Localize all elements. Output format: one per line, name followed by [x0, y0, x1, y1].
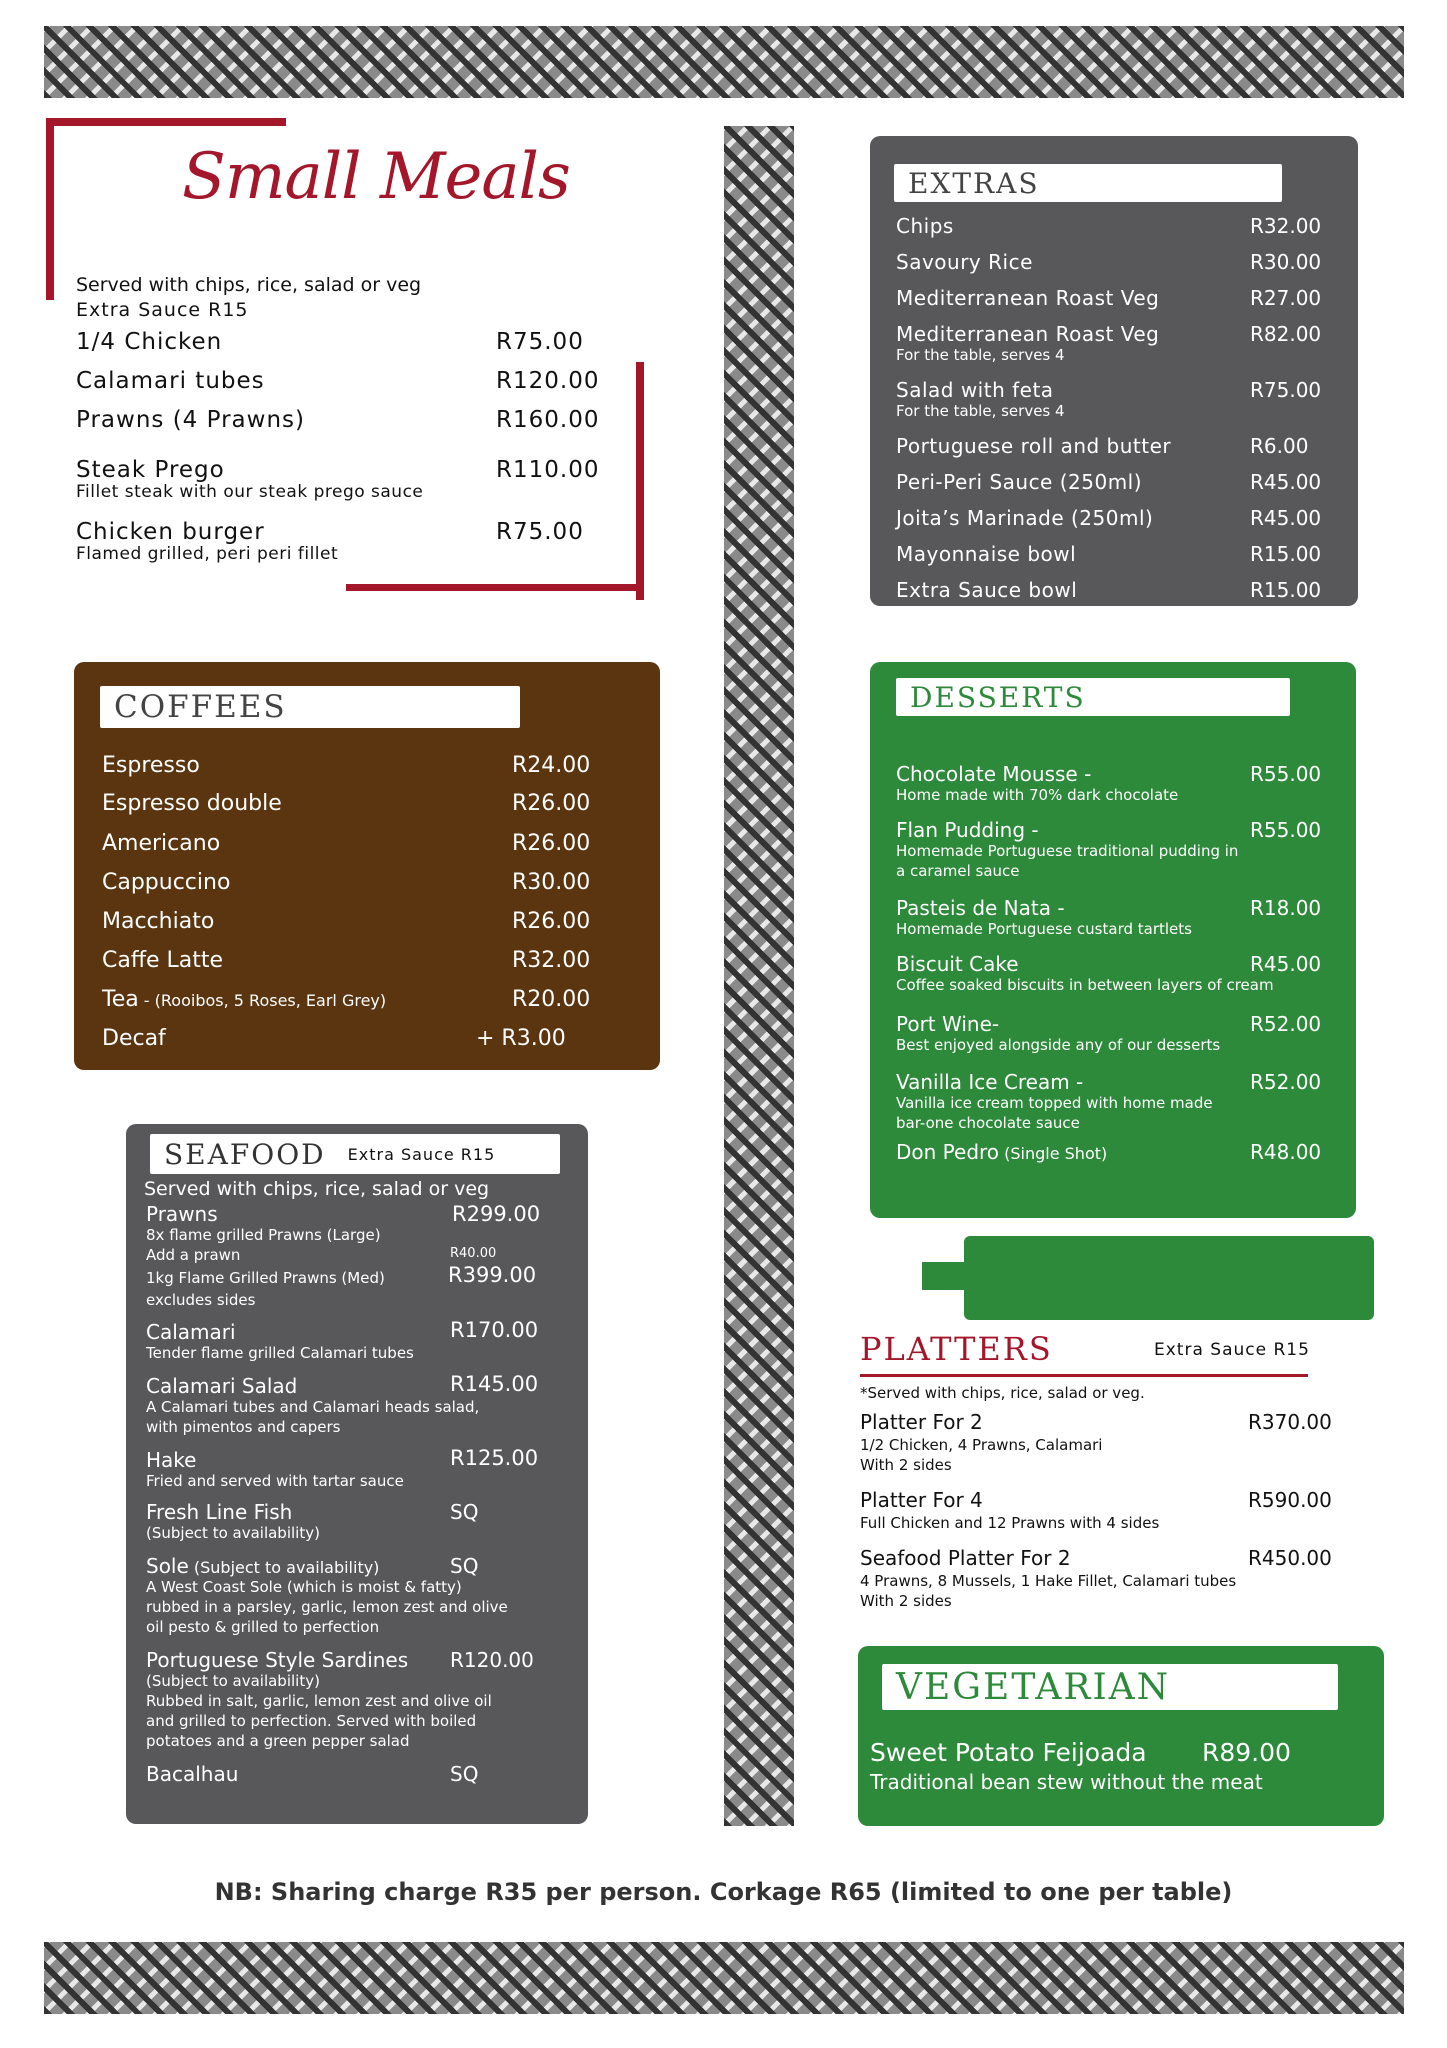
item-name: Cappuccino — [102, 870, 231, 895]
desserts-panel — [870, 662, 1356, 1218]
item-description: rubbed in a parsley, garlic, lemon zest and olive — [146, 1598, 508, 1616]
item-name: Savoury Rice — [896, 250, 1033, 274]
item-price: R32.00 — [1250, 214, 1322, 238]
item-price: R15.00 — [1250, 542, 1322, 566]
item-price: R45.00 — [1250, 506, 1322, 530]
desserts-header: DESSERTS — [896, 678, 1290, 716]
bottom-pattern-border — [44, 1942, 1404, 2014]
item-name: Platter For 4 — [860, 1488, 983, 1512]
platters-extra-sauce: Extra Sauce R15 — [1154, 1340, 1310, 1360]
item-description: Coffee soaked biscuits in between layers of cream — [896, 976, 1274, 994]
item-price: R75.00 — [1250, 378, 1322, 402]
item-name: 1/4 Chicken — [76, 329, 223, 355]
item-description: (Subject to availability) — [146, 1524, 320, 1542]
item-description: A West Coast Sole (which is moist & fatty) — [146, 1578, 462, 1596]
item-description: Home made with 70% dark chocolate — [896, 786, 1179, 804]
item-price: R26.00 — [512, 791, 591, 816]
item-description: For the table, serves 4 — [896, 346, 1065, 364]
platters-underline — [860, 1374, 1308, 1377]
item-name: Sole — [146, 1554, 189, 1578]
item-name: Calamari Salad — [146, 1374, 298, 1398]
item-price: R26.00 — [512, 831, 591, 856]
item-name: Tea — [102, 987, 139, 1012]
item-price: R145.00 — [450, 1372, 539, 1396]
small-meals-title: Small Meals — [182, 140, 570, 214]
item-price: R6.00 — [1250, 434, 1309, 458]
item-price: R75.00 — [496, 519, 584, 545]
item-description: Traditional bean stew without the meat — [870, 1770, 1263, 1794]
item-name: Biscuit Cake — [896, 952, 1019, 976]
footer-note: NB: Sharing charge R35 per person. Corkage R65 (limited to one per table) — [214, 1878, 1233, 1906]
item-description: excludes sides — [146, 1291, 256, 1309]
item-name: Americano — [102, 831, 221, 856]
item-price: R299.00 — [452, 1202, 541, 1226]
item-description: oil pesto & grilled to perfection — [146, 1618, 380, 1636]
item-price: R160.00 — [496, 407, 600, 433]
item-name: Portuguese Style Sardines — [146, 1648, 409, 1672]
item-name: Extra Sauce bowl — [896, 578, 1078, 602]
item-name: Steak Prego — [76, 457, 225, 483]
item-note: (Single Shot) — [999, 1144, 1108, 1163]
item-price: R75.00 — [496, 329, 584, 355]
coffees-panel — [74, 662, 660, 1070]
item-price: R370.00 — [1248, 1410, 1332, 1434]
item-name: Calamari tubes — [76, 368, 265, 394]
item-name-group — [896, 1140, 1107, 1164]
seafood-extra-sauce: Extra Sauce R15 — [347, 1144, 496, 1164]
item-name: Pasteis de Nata - — [896, 896, 1065, 920]
item-add-price: R40.00 — [450, 1246, 497, 1261]
item-name: Don Pedro — [896, 1140, 1000, 1164]
item-description: bar-one chocolate sauce — [896, 1114, 1080, 1132]
item-name: Chicken burger — [76, 519, 265, 545]
item-price: R30.00 — [512, 870, 591, 895]
extras-header: EXTRAS — [894, 164, 1282, 202]
item-name: Prawns (4 Prawns) — [76, 407, 305, 433]
item-name: Caffe Latte — [102, 948, 224, 973]
item-name-group — [146, 1554, 379, 1578]
item-price: R170.00 — [450, 1318, 539, 1342]
item-price: + R3.00 — [476, 1026, 566, 1051]
item-description: Homemade Portuguese custard tartlets — [896, 920, 1192, 938]
red-frame-top — [46, 118, 286, 126]
item-price: R24.00 — [512, 753, 591, 778]
item-description: potatoes and a green pepper salad — [146, 1732, 410, 1750]
item-note: (Subject to availability) — [188, 1558, 380, 1577]
item-name: Portuguese roll and butter — [896, 434, 1172, 458]
item-description: 4 Prawns, 8 Mussels, 1 Hake Fillet, Calamari tubes — [860, 1572, 1237, 1590]
item-description: 8x flame grilled Prawns (Large) — [146, 1226, 381, 1244]
item-name-group — [102, 988, 386, 1013]
item-name: Decaf — [102, 1026, 166, 1051]
item-description: Add a prawn — [146, 1246, 241, 1264]
item-price: R52.00 — [1250, 1070, 1322, 1094]
item-description: Full Chicken and 12 Prawns with 4 sides — [860, 1514, 1160, 1532]
item-price: R82.00 — [1250, 322, 1322, 346]
item-name: Mediterranean Roast Veg — [896, 286, 1160, 310]
item-price: R590.00 — [1248, 1488, 1332, 1512]
platters-title: PLATTERS — [860, 1330, 1053, 1368]
small-meals-subtitle: Served with chips, rice, salad or veg — [76, 274, 422, 296]
item-price: R55.00 — [1250, 818, 1322, 842]
item-price: R30.00 — [1250, 250, 1322, 274]
item-name: Salad with feta — [896, 378, 1054, 402]
seafood-header — [150, 1134, 560, 1174]
item-description: and grilled to perfection. Served with boiled — [146, 1712, 477, 1730]
item-name: Mediterranean Roast Veg — [896, 322, 1160, 346]
item-price: SQ — [450, 1554, 479, 1578]
item-price: R89.00 — [1202, 1738, 1291, 1767]
extras-panel — [870, 136, 1358, 606]
item-price: R27.00 — [1250, 286, 1322, 310]
item-price: R399.00 — [448, 1263, 537, 1287]
item-name: Joita’s Marinade (250ml) — [896, 506, 1154, 530]
item-name: Macchiato — [102, 909, 215, 934]
item-price: R55.00 — [1250, 762, 1322, 786]
item-name: Hake — [146, 1448, 197, 1472]
item-price: SQ — [450, 1500, 479, 1524]
item-name: Chocolate Mousse - — [896, 762, 1092, 786]
item-price: R18.00 — [1250, 896, 1322, 920]
item-price: R45.00 — [1250, 470, 1322, 494]
item-price: R48.00 — [1250, 1140, 1322, 1164]
item-description: Flamed grilled, peri peri fillet — [76, 544, 339, 564]
item-name: Seafood Platter For 2 — [860, 1546, 1071, 1570]
platters-subtitle: *Served with chips, rice, salad or veg. — [860, 1384, 1145, 1402]
item-price: R52.00 — [1250, 1012, 1322, 1036]
center-pattern-divider — [724, 126, 794, 1826]
small-meals-extra-sauce: Extra Sauce R15 — [76, 299, 249, 321]
red-frame-bottom — [346, 584, 644, 591]
top-pattern-border — [44, 26, 1404, 98]
item-description: For the table, serves 4 — [896, 402, 1065, 420]
item-description: Homemade Portuguese traditional pudding in — [896, 842, 1239, 860]
item-price: SQ — [450, 1762, 479, 1786]
item-name: Chips — [896, 214, 954, 238]
item-price: R120.00 — [450, 1648, 534, 1672]
item-description: With 2 sides — [860, 1592, 952, 1610]
item-price: R125.00 — [450, 1446, 539, 1470]
item-name: Peri-Peri Sauce (250ml) — [896, 470, 1143, 494]
item-price: R450.00 — [1248, 1546, 1332, 1570]
item-name: Calamari — [146, 1320, 236, 1344]
item-name: Espresso — [102, 753, 200, 778]
item-name: Mayonnaise bowl — [896, 542, 1077, 566]
item-name: Vanilla Ice Cream - — [896, 1070, 1084, 1094]
item-name: Sweet Potato Feijoada — [870, 1738, 1147, 1767]
item-note: - (Rooibos, 5 Roses, Earl Grey) — [138, 991, 387, 1010]
item-description: Fried and served with tartar sauce — [146, 1472, 404, 1490]
item-description: with pimentos and capers — [146, 1418, 341, 1436]
item-price: R26.00 — [512, 909, 591, 934]
red-frame-right — [636, 362, 644, 600]
item-price: R110.00 — [496, 457, 600, 483]
item-price: R32.00 — [512, 948, 591, 973]
item-name: Flan Pudding - — [896, 818, 1039, 842]
vegetarian-header: VEGETARIAN — [882, 1664, 1338, 1710]
item-description: A Calamari tubes and Calamari heads salad, — [146, 1398, 480, 1416]
item-name: Port Wine- — [896, 1012, 1000, 1036]
item-price: R45.00 — [1250, 952, 1322, 976]
seafood-subtitle: Served with chips, rice, salad or veg — [144, 1178, 490, 1200]
item-description: With 2 sides — [860, 1456, 952, 1474]
red-frame-left — [46, 118, 54, 300]
item-description: Vanilla ice cream topped with home made — [896, 1094, 1213, 1112]
item-description: a caramel sauce — [896, 862, 1020, 880]
seafood-title: SEAFOOD — [164, 1137, 326, 1171]
item-description: 1kg Flame Grilled Prawns (Med) — [146, 1269, 385, 1287]
item-name: Bacalhau — [146, 1762, 239, 1786]
item-name: Fresh Line Fish — [146, 1500, 293, 1524]
seafood-panel — [126, 1124, 588, 1824]
item-description: Fillet steak with our steak prego sauce — [76, 482, 424, 502]
item-price: R120.00 — [496, 368, 600, 394]
item-name: Espresso double — [102, 791, 282, 816]
item-description: Tender flame grilled Calamari tubes — [146, 1344, 414, 1362]
green-brush-tip — [922, 1262, 982, 1290]
item-description: (Subject to availability) — [146, 1672, 320, 1690]
item-name: Prawns — [146, 1202, 218, 1226]
item-description: Best enjoyed alongside any of our desserts — [896, 1036, 1221, 1054]
item-description: 1/2 Chicken, 4 Prawns, Calamari — [860, 1436, 1103, 1454]
vegetarian-panel — [858, 1646, 1384, 1826]
item-name: Platter For 2 — [860, 1410, 983, 1434]
coffees-header: COFFEES — [100, 686, 520, 728]
item-price: R15.00 — [1250, 578, 1322, 602]
item-price: R20.00 — [512, 987, 591, 1012]
green-brush-decoration — [964, 1236, 1374, 1320]
item-description: Rubbed in salt, garlic, lemon zest and olive oil — [146, 1692, 492, 1710]
